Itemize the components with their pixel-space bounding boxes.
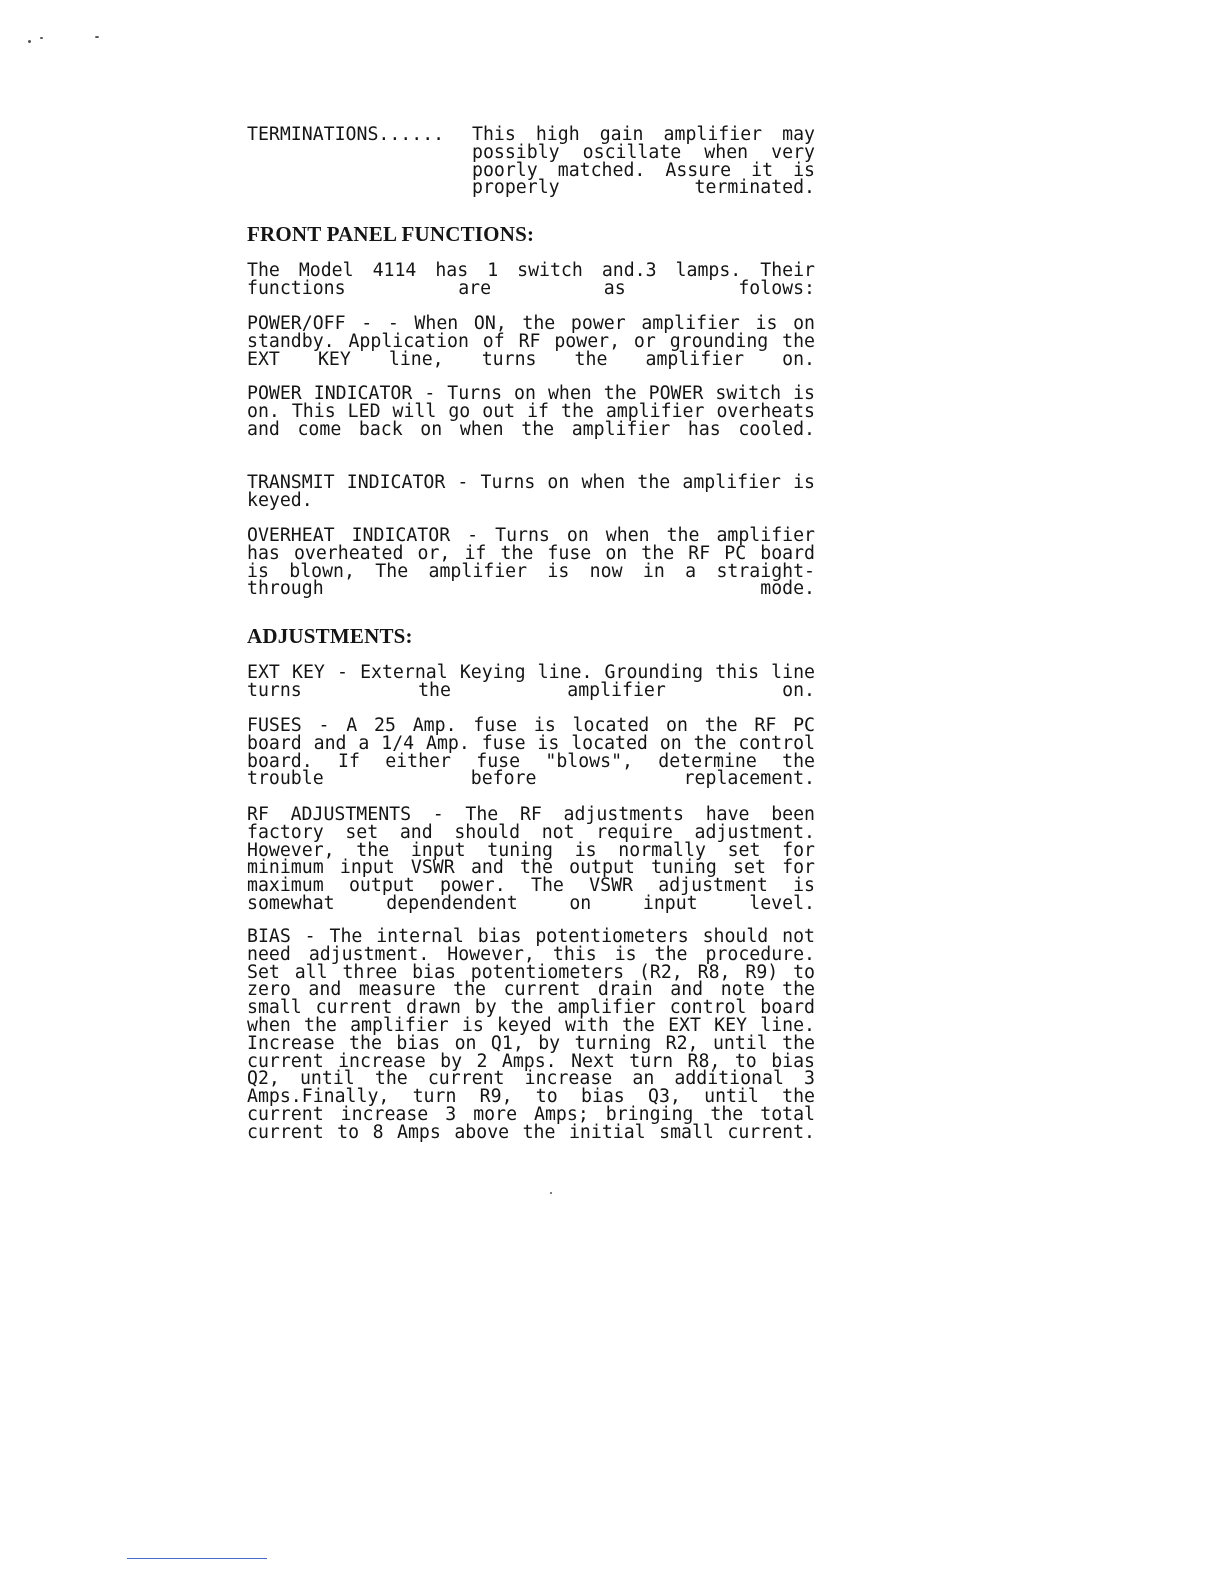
footnote-rule [127,1558,267,1559]
scan-speck [95,36,99,38]
transmit-indicator-text: TRANSMIT INDICATOR - Turns on when the amplifier is keyed. [247,472,815,511]
bias-section [247,928,815,1159]
overheat-indicator-section [247,527,815,616]
transmit-indicator-section [247,474,815,527]
adjustments-heading: ADJUSTMENTS: [247,624,413,648]
front-panel-intro [247,262,815,315]
front-panel-intro-text: The Model 4114 has 1 switch and.3 lamps. Their functions are as folows: [247,260,815,299]
scan-speck [28,40,31,43]
power-off-section [247,315,815,386]
power-indicator-text: POWER INDICATOR - Turns on when the POWER switch is on. This LED will go out if the amplifier overheats and come back on when the amplifier has cooled. [247,383,815,440]
fuses-text: FUSES - A 25 Amp. fuse is located on the RF PC board and a 1/4 Amp. fuse is located on the control board. If either fuse "blows", determine the trouble before replacement. [247,715,815,790]
fuses-section [247,717,815,806]
rf-adjustments-text: RF ADJUSTMENTS - The RF adjustments have been factory set and should not require adjustment. However, the input tuning is normally set for minimum input VSWR and the output tuning set for maximum output power. The VSWR adjustment is somewhat dependendent on input level. [247,804,815,914]
power-indicator-section [247,385,815,456]
rf-adjustments-section [247,806,815,931]
scan-speck [40,37,43,39]
terminations-text: This high gain amplifier may possibly oscillate when very poorly matched. Assure it is properly terminated. [472,124,815,199]
power-off-text: POWER/OFF - - When ON, the power amplifier is on standby. Application of RF power, or grounding the EXT KEY line, turns the amplifier on. [247,313,815,370]
ext-key-section [247,664,815,717]
scan-speck [550,1192,552,1194]
ext-key-text: EXT KEY - External Keying line. Grounding this line turns the amplifier on. [247,662,815,701]
bias-text: BIAS - The internal bias potentiometers should not need adjustment. However, this is the procedure. Set all three bias potentiometers (R2, R8, R9) to zero and measure the current drain and note the small current drawn by the amplifier control board when the amplifier is keyed with the EXT KEY line. Increase the bias on Q1, by turning R2, until the current increase by 2 Amps. Next turn R8, to bias Q2, until the current increase an additional 3 Amps.Finally, turn R9, to bias Q3, until the current increase 3 more Amps; bringing the total current to 8 Amps above the initial small current. [247,926,815,1143]
front-panel-heading: FRONT PANEL FUNCTIONS: [247,222,535,246]
terminations-label: TERMINATIONS...... [247,124,445,145]
overheat-indicator-text: OVERHEAT INDICATOR - Turns on when the amplifier has overheated or, if the fuse on the RF PC board is blown, The amplifier is now in a straight- through mode. [247,525,815,600]
